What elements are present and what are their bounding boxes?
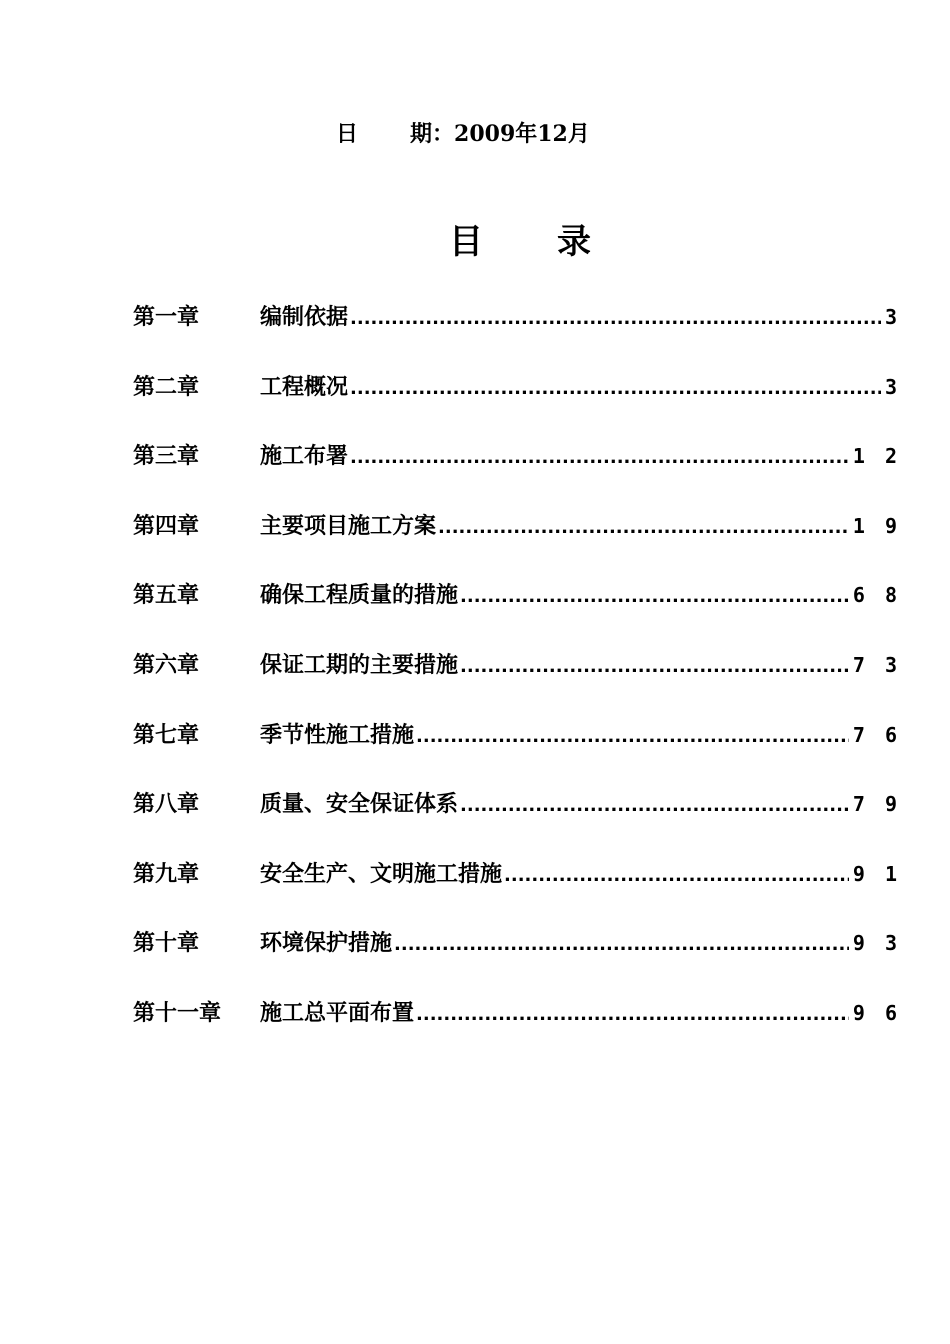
toc-page-number: 1 2	[852, 444, 901, 469]
toc-page-number: 1 9	[852, 513, 901, 538]
toc-chapter: 第二章	[133, 373, 200, 400]
toc-entry-title: 季节性施工措施	[260, 721, 415, 748]
table-of-contents	[133, 300, 901, 1066]
toc-chapter: 第四章	[133, 512, 200, 539]
toc-chapter: 第三章	[133, 443, 200, 470]
toc-chapter: 第十一章	[133, 999, 222, 1026]
toc-entry[interactable]	[133, 857, 901, 927]
toc-entry[interactable]	[133, 578, 901, 648]
toc-title-char-2: 录	[557, 222, 591, 262]
toc-page-number: 3	[884, 374, 901, 399]
toc-entry[interactable]	[133, 926, 901, 996]
date-value: 期：2009年12月	[410, 121, 590, 147]
toc-entry[interactable]	[133, 509, 901, 579]
toc-entry-title: 保证工期的主要措施	[260, 651, 459, 678]
toc-chapter: 第八章	[133, 791, 200, 818]
toc-chapter: 第九章	[133, 860, 200, 887]
toc-dot-leader	[416, 722, 849, 748]
toc-page-number: 9 3	[852, 931, 901, 956]
toc-dot-leader	[460, 652, 849, 678]
toc-entry-title: 主要项目施工方案	[260, 512, 437, 539]
toc-dot-leader	[460, 582, 849, 608]
toc-dot-leader	[504, 861, 849, 887]
toc-title	[0, 214, 950, 263]
toc-page-number: 7 6	[852, 722, 901, 747]
toc-entry[interactable]	[133, 718, 901, 788]
toc-chapter: 第六章	[133, 651, 200, 678]
toc-entry[interactable]	[133, 787, 901, 857]
toc-entry[interactable]	[133, 370, 901, 440]
toc-entry-title: 质量、安全保证体系	[260, 791, 459, 818]
toc-entry[interactable]	[133, 648, 901, 718]
toc-dot-leader	[438, 513, 849, 539]
toc-entry-title: 编制依据	[260, 304, 349, 330]
toc-dot-leader	[350, 443, 849, 469]
toc-entry[interactable]	[133, 439, 901, 509]
toc-entry[interactable]	[133, 996, 901, 1066]
toc-page-number: 6 8	[852, 583, 901, 608]
toc-dot-leader	[460, 791, 849, 817]
toc-page-number: 9 6	[852, 1000, 901, 1025]
toc-entry[interactable]	[133, 300, 901, 370]
toc-chapter: 第七章	[133, 721, 200, 748]
toc-entry-title: 安全生产、文明施工措施	[260, 860, 503, 887]
toc-page-number: 9 1	[852, 861, 901, 886]
toc-page-number: 7 3	[852, 652, 901, 677]
toc-entry-title: 施工总平面布置	[260, 999, 415, 1026]
toc-dot-leader	[350, 374, 881, 400]
toc-chapter: 第十章	[133, 930, 200, 957]
document-date	[336, 117, 590, 148]
toc-dot-leader	[394, 930, 849, 956]
toc-entry-title: 确保工程质量的措施	[260, 582, 459, 609]
toc-dot-leader	[416, 1000, 849, 1026]
toc-page-number: 7 9	[852, 792, 901, 817]
toc-chapter: 第一章	[133, 304, 200, 330]
toc-chapter: 第五章	[133, 582, 200, 609]
toc-entry-title: 工程概况	[260, 373, 349, 400]
toc-entry-title: 施工布署	[260, 443, 349, 470]
toc-entry-title: 环境保护措施	[260, 930, 393, 957]
toc-page-number: 3	[884, 305, 901, 329]
date-label-char-1: 日	[336, 121, 359, 147]
toc-dot-leader	[350, 304, 881, 330]
toc-title-char-1: 目	[449, 222, 483, 262]
